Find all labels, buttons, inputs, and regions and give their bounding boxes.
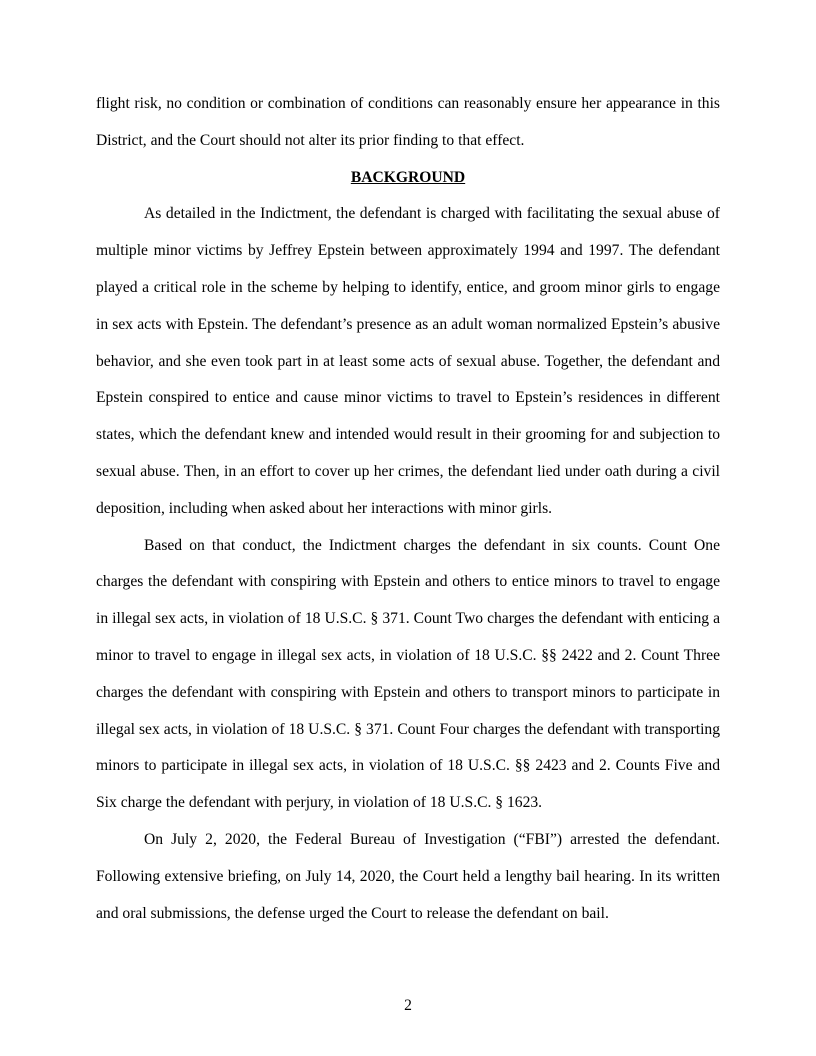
section-heading-background: BACKGROUND (350, 168, 466, 186)
paragraph-counts: Based on that conduct, the Indictment charges the defendant in six counts. Count One charges the defendant with conspiring with Epstein and others to entice minors to travel to engage in illegal sex acts, in violation of 18 U.S.C. § 371. Count Two charges the defendant with enticing a minor to travel to engage in illegal sex acts, in violation of 18 U.S.C. §§ 2422 and 2. Count Three charges the defendant with conspiring with Epstein and others to transport minors to participate in illegal sex acts, in violation of 18 U.S.C. § 371. Count Four charges the defendant with transporting minors to participate in illegal sex acts, in violation of 18 U.S.C. §§ 2423 and 2. Counts Five and Six charge the defendant with perjury, in violation of 18 U.S.C. § 1623. (96, 536, 720, 812)
document-body (96, 86, 720, 932)
paragraph-arrest-and-bail: On July 2, 2020, the Federal Bureau of Investigation (“FBI”) arrested the defendant. Following extensive briefing, on July 14, 2020, the Court held a lengthy bail hearing. In its written and oral submissions, the defense urged the Court to release the defendant on bail. (96, 830, 720, 922)
page-number: 2 (404, 997, 412, 1014)
paragraph-indictment-summary: As detailed in the Indictment, the defendant is charged with facilitating the sexual abuse of multiple minor victims by Jeffrey Epstein between approximately 1994 and 1997. The defendant played a critical role in the scheme by helping to identify, entice, and groom minor girls to engage in sex acts with Epstein. The defendant’s presence as an adult woman normalized Epstein’s abusive behavior, and she even took part in at least some acts of sexual abuse. Together, the defendant and Epstein conspired to entice and cause minor victims to travel to Epstein’s residences in different states, which the defendant knew and intended would result in their grooming for and subjection to sexual abuse. Then, in an effort to cover up her crimes, the defendant lied under oath during a civil deposition, including when asked about her interactions with minor girls. (96, 205, 720, 517)
continuation-paragraph: flight risk, no condition or combination of conditions can reasonably ensure her appearance in this District, and the Court should not alter its prior finding to that effect. (96, 95, 720, 149)
